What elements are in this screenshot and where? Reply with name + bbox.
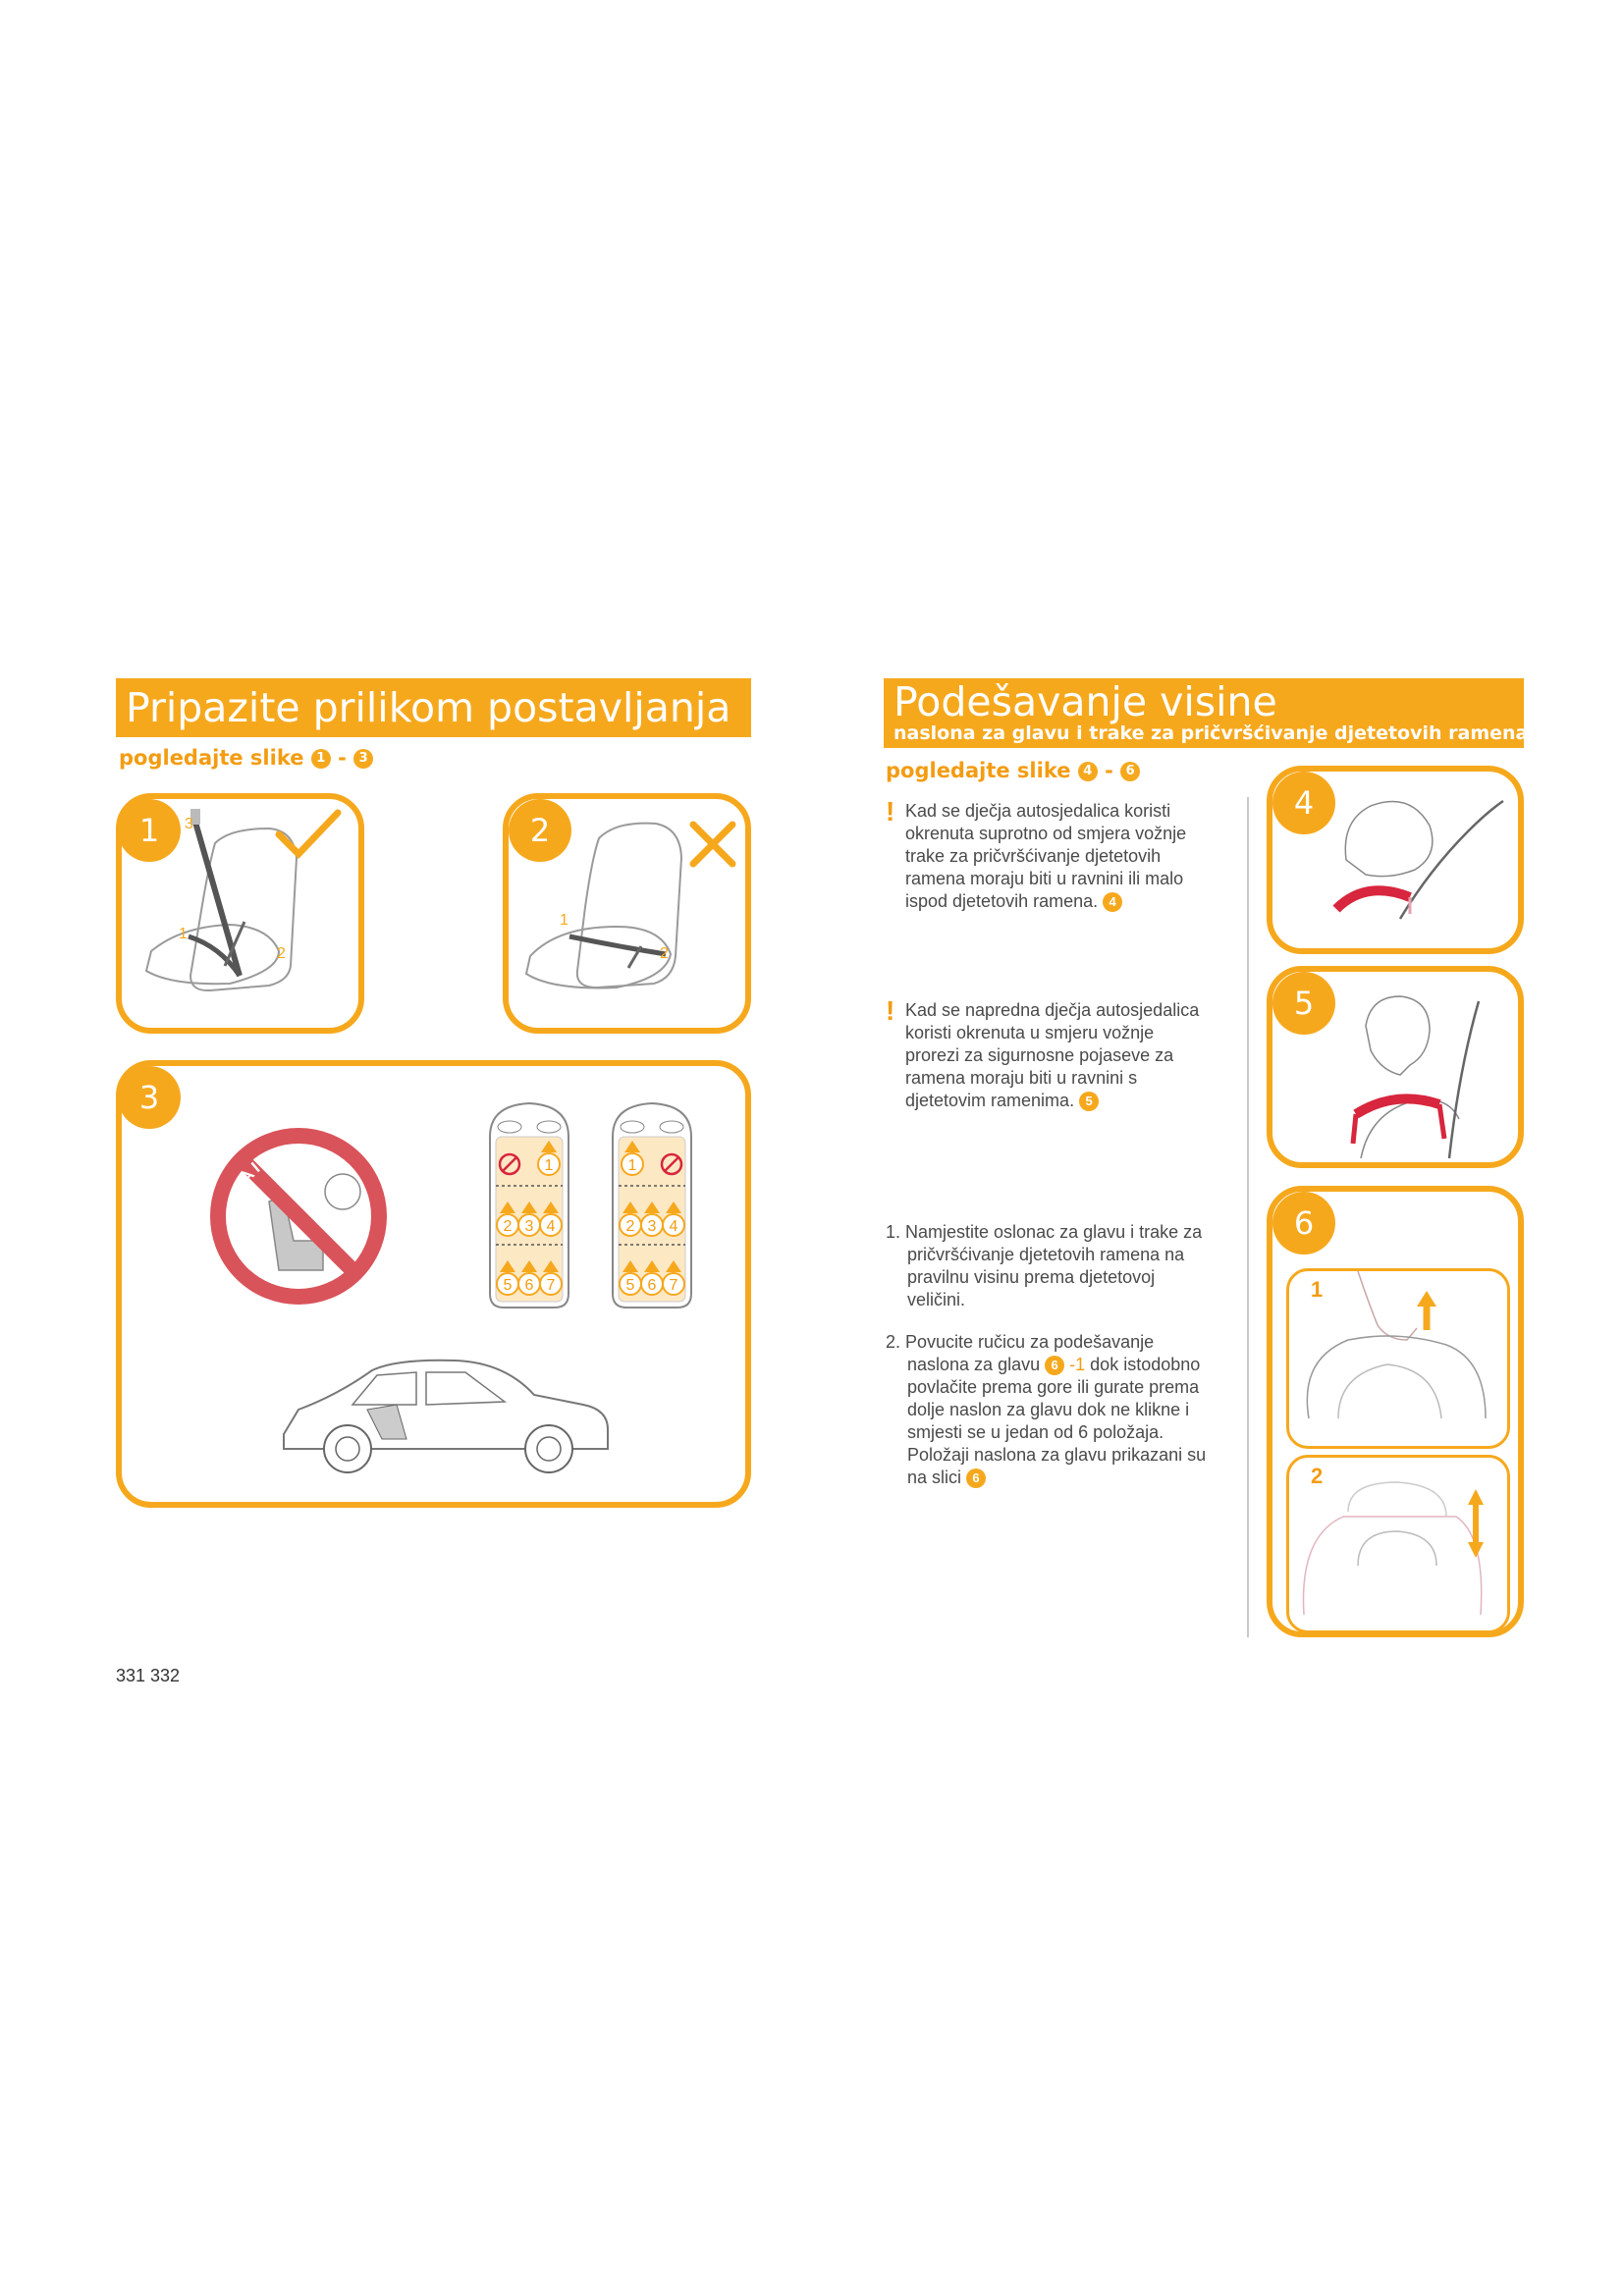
ref-badge: 6 xyxy=(1120,762,1140,781)
figure-panel-6 xyxy=(1267,1186,1524,1637)
belt-label: 1 xyxy=(179,926,188,942)
warning-line: ramena moraju biti u ravnini s xyxy=(905,1068,1138,1088)
warning-line: ispod djetetovih ramena. xyxy=(905,891,1099,911)
warning-block-1 xyxy=(886,796,1219,913)
see-sep: - xyxy=(1105,759,1113,782)
instruction-step-1 xyxy=(886,1221,1239,1311)
warning-line: Kad se dječja autosjedalica koristi xyxy=(905,801,1171,821)
warning-line: trake za pričvršćivanje djetetovih xyxy=(905,846,1162,866)
seat-number: 2 xyxy=(503,1218,513,1235)
right-see-figures xyxy=(886,759,1140,782)
seat-number: 5 xyxy=(503,1277,513,1294)
step-line: naslona za glavu xyxy=(907,1355,1041,1374)
warning-block-2 xyxy=(886,995,1219,1112)
seat-number: 7 xyxy=(546,1277,556,1294)
headrest-positions-illustration xyxy=(1289,1458,1501,1625)
warning-line: okrenuta suprotno od smjera vožnje xyxy=(905,824,1187,843)
step-line: pravilnu visinu prema djetetovoj xyxy=(907,1267,1156,1287)
step-line: Položaji naslona za glavu prikazani su xyxy=(907,1445,1207,1465)
seat-number: 4 xyxy=(546,1218,556,1235)
belt-label: 2 xyxy=(277,945,286,962)
panel-number-badge: 1 xyxy=(118,799,181,862)
step-line: smjesti se u jedan od 6 položaja. xyxy=(907,1422,1164,1442)
warning-mark: ! xyxy=(886,995,895,1026)
right-title-banner xyxy=(884,678,1529,748)
step-line: pričvršćivanje djetetovih ramena na xyxy=(907,1245,1185,1264)
seat-number: 5 xyxy=(625,1277,635,1294)
warning-line: djetetovim ramenima. xyxy=(905,1091,1075,1110)
left-title-banner xyxy=(116,678,751,737)
right-title: Podešavanje visine xyxy=(893,678,1277,725)
seat-position-map-left xyxy=(480,1097,578,1313)
instruction-step-2 xyxy=(886,1331,1249,1489)
figure-panel-3 xyxy=(116,1060,751,1508)
seat-position-map-right xyxy=(603,1097,701,1313)
car-side-illustration xyxy=(269,1351,623,1488)
ref-badge: 4 xyxy=(1078,762,1098,781)
column-divider xyxy=(1247,797,1249,1637)
headrest-pull-up-illustration xyxy=(1289,1271,1501,1440)
sub-panel-number: 1 xyxy=(1311,1277,1324,1302)
seat-number: 1 xyxy=(627,1157,637,1174)
ref-badge: 3 xyxy=(353,749,373,769)
right-subtitle: naslona za glavu i trake za pričvršćivanje djetetovih ramena xyxy=(893,722,1529,744)
step-line: dok istodobno xyxy=(1090,1355,1201,1374)
ref-badge: 5 xyxy=(1079,1092,1099,1111)
figure-panel-2 xyxy=(503,793,751,1034)
figure-panel-5 xyxy=(1267,966,1524,1168)
step-line: povlačite prema gore ili gurate prema xyxy=(907,1377,1200,1397)
seat-number: 1 xyxy=(544,1157,554,1174)
warning-line: koristi okrenuta u smjeru vožnje xyxy=(905,1023,1155,1042)
panel-number-badge: 4 xyxy=(1272,772,1335,834)
figure-panel-1 xyxy=(116,793,364,1034)
left-see-figures xyxy=(119,746,373,770)
panel-number-badge: 3 xyxy=(118,1066,181,1129)
ref-badge: 1 xyxy=(311,749,331,769)
seat-number: 7 xyxy=(669,1277,678,1294)
see-label: pogledajte slike xyxy=(886,759,1071,782)
seat-number: 2 xyxy=(625,1218,635,1235)
sub-panel-2 xyxy=(1286,1455,1510,1633)
sub-panel-number: 2 xyxy=(1311,1464,1324,1488)
panel-number-badge: 2 xyxy=(509,799,571,862)
step-line: 1. Namjestite oslonac za glavu i trake za xyxy=(886,1222,1203,1242)
step-line: dolje naslon za glavu dok ne klikne i xyxy=(907,1400,1190,1419)
no-airbag-sign xyxy=(205,1123,392,1309)
seat-number: 3 xyxy=(524,1218,534,1235)
ref-suffix: -1 xyxy=(1069,1355,1086,1374)
warning-mark: ! xyxy=(886,796,895,827)
airbag-text: AIRBAG xyxy=(236,1141,326,1188)
ref-badge: 4 xyxy=(1103,892,1122,912)
seat-number: 6 xyxy=(524,1277,534,1294)
see-sep: - xyxy=(338,746,347,770)
page-numbers: 331 332 xyxy=(116,1666,181,1685)
seat-number: 3 xyxy=(647,1218,657,1235)
sub-panel-1 xyxy=(1286,1268,1510,1449)
ref-badge: 6 xyxy=(966,1468,986,1488)
see-label: pogledajte slike xyxy=(119,746,304,770)
warning-line: Kad se napredna dječja autosjedalica xyxy=(905,1000,1200,1020)
belt-label: 2 xyxy=(660,945,669,962)
ref-badge: 6 xyxy=(1045,1356,1064,1375)
step-line: 2. Povucite ručicu za podešavanje xyxy=(886,1332,1155,1352)
warning-line: prorezi za sigurnosne pojaseve za xyxy=(905,1045,1174,1065)
belt-label: 1 xyxy=(560,912,568,929)
left-title: Pripazite prilikom postavljanja xyxy=(126,684,731,731)
panel-number-badge: 5 xyxy=(1272,972,1335,1035)
panel-number-badge: 6 xyxy=(1272,1192,1335,1255)
warning-line: ramena moraju biti u ravnini ili malo xyxy=(905,869,1184,888)
figure-panel-4 xyxy=(1267,766,1524,954)
belt-label: 3 xyxy=(185,816,193,832)
step-line: veličini. xyxy=(907,1290,966,1309)
step-line: na slici xyxy=(907,1468,962,1487)
seat-number: 6 xyxy=(647,1277,657,1294)
seat-number: 4 xyxy=(669,1218,678,1235)
